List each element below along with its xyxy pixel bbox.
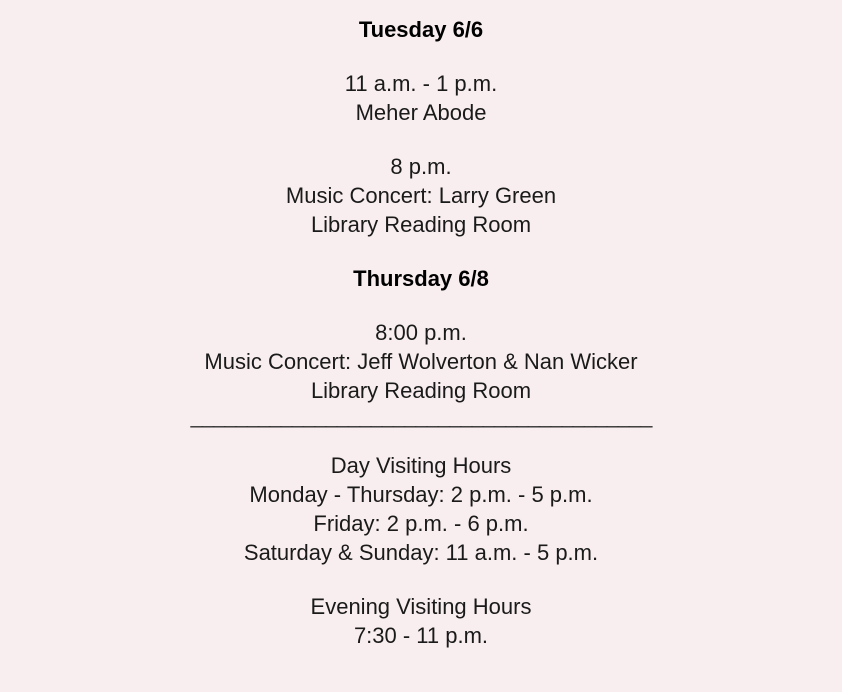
evening-hours-time: 7:30 - 11 p.m. xyxy=(353,623,489,648)
event-time: 8 p.m. xyxy=(390,154,452,179)
day-hours-heading: Day Visiting Hours xyxy=(330,453,512,478)
event-place: Library Reading Room xyxy=(310,378,532,403)
section-divider: _________________________________________ xyxy=(190,403,652,428)
event-title: Music Concert: Jeff Wolverton & Nan Wicker xyxy=(204,349,638,374)
event-title: Music Concert: Larry Green xyxy=(285,183,557,208)
event-place: Library Reading Room xyxy=(310,212,532,237)
hours-weekdays: Monday - Thursday: 2 p.m. - 5 p.m. xyxy=(249,482,593,507)
event-time: 11 a.m. - 1 p.m. xyxy=(344,71,498,96)
evening-hours-heading: Evening Visiting Hours xyxy=(310,594,532,619)
hours-weekend: Saturday & Sunday: 11 a.m. - 5 p.m. xyxy=(243,540,599,565)
day-heading-thursday: Thursday 6/8 xyxy=(353,266,489,291)
event-time: 8:00 p.m. xyxy=(375,320,467,345)
day-heading-tuesday: Tuesday 6/6 xyxy=(358,17,484,42)
schedule-content xyxy=(0,15,842,650)
hours-friday: Friday: 2 p.m. - 6 p.m. xyxy=(313,511,529,536)
event-place: Meher Abode xyxy=(355,100,487,125)
